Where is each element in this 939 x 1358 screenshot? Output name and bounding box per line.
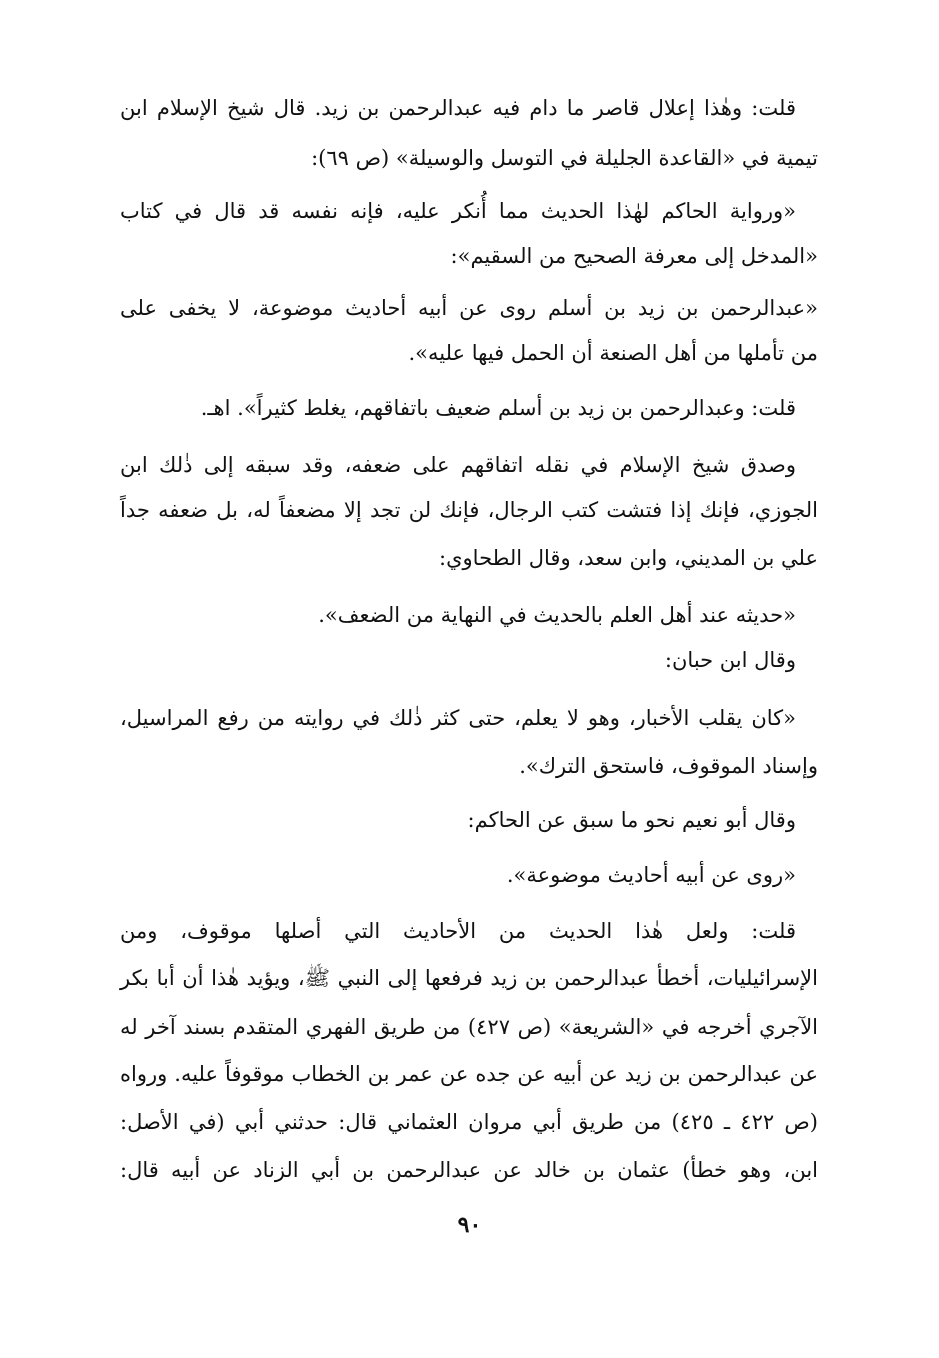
text-line-9: قلت: ولعل هٰذا الحديث من الأحاديث التي أصلها موقوف، ومن bbox=[120, 919, 796, 943]
quote-line-6: «كان يقلب الأخبار، وهو لا يعلم، حتى كثر ذٰلك في روايته من رفع المراسيل، bbox=[120, 706, 796, 730]
text-line-14: ابن، وهو خطأ) عثمان بن خالد عن عبدالرحمن بن أبي الزناد عن أبيه قال: bbox=[120, 1158, 818, 1182]
text-line-11: الآجري أخرجه في «الشريعة» (ص ٤٢٧) من طريق الفهري المتقدم بسند آخر له bbox=[120, 1015, 818, 1039]
quote-line-7: وإسناد الموقوف، فاستحق الترك». bbox=[519, 754, 818, 778]
quote-line-1: «ورواية الحاكم لهٰذا الحديث مما أُنكر عليه، فإنه نفسه قد قال في كتاب bbox=[120, 199, 796, 223]
page-number: ٩٠ bbox=[457, 1212, 482, 1238]
text-line-13: (ص ٤٢٢ ـ ٤٢٥) من طريق أبي مروان العثماني قال: حدثني أبي (في الأصل: bbox=[120, 1110, 818, 1134]
text-line-7: وقال ابن حبان: bbox=[664, 648, 796, 672]
quote-line-4: من تأملها من أهل الصنعة أن الحمل فيها عليه». bbox=[408, 341, 818, 365]
quote-line-8: «روى عن أبيه أحاديث موضوعة». bbox=[506, 863, 796, 887]
text-line-4: وصدق شيخ الإسلام في نقله اتفاقهم على ضعفه، وقد سبقه إلى ذٰلك ابن bbox=[120, 453, 796, 477]
text-line-12: عن عبدالرحمن بن زيد عن أبيه عن جده عن عمر بن الخطاب موقوفاً عليه. ورواه bbox=[120, 1062, 818, 1086]
text-line-3: قلت: وعبدالرحمن بن زيد بن أسلم ضعيف باتفاقهم، يغلط كثيراً». اهـ. bbox=[200, 396, 796, 420]
text-line-10: الإسرائيليات، أخطأ عبدالرحمن بن زيد فرفعها إلى النبي ﷺ، ويؤيد هٰذا أن أبا بكر bbox=[120, 966, 818, 990]
text-line-1: قلت: وهٰذا إعلال قاصر ما دام فيه عبدالرحمن بن زيد. قال شيخ الإسلام ابن bbox=[120, 96, 796, 120]
text-line-8: وقال أبو نعيم نحو ما سبق عن الحاكم: bbox=[467, 808, 796, 832]
text-line-6: علي بن المديني، وابن سعد، وقال الطحاوي: bbox=[439, 546, 818, 570]
quote-line-2: «المدخل إلى معرفة الصحيح من السقيم»: bbox=[450, 244, 818, 268]
text-line-5: الجوزي، فإنك إذا فتشت كتب الرجال، فإنك لن تجد إلا مضعفاً له، بل ضعفه جداً bbox=[120, 498, 818, 522]
quote-line-3: «عبدالرحمن بن زيد بن أسلم روى عن أبيه أحاديث موضوعة، لا يخفى على bbox=[120, 296, 818, 320]
quote-line-5: «حديثه عند أهل العلم بالحديث في النهاية من الضعف». bbox=[318, 603, 796, 627]
text-line-2: تيمية في «القاعدة الجليلة في التوسل والوسيلة» (ص ٦٩): bbox=[311, 146, 818, 170]
